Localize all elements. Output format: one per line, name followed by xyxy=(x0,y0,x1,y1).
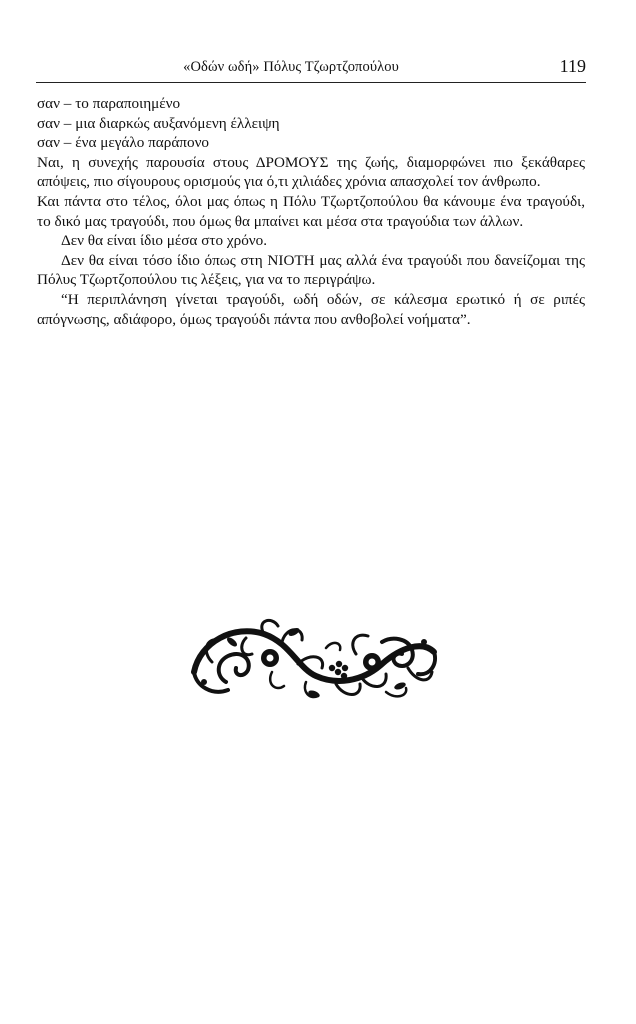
verse-line: σαν – μια διαρκώς αυξανόμενη έλλειψη xyxy=(37,114,280,132)
verse-line: σαν – το παραποιημένο xyxy=(37,95,181,112)
paragraph: Ναι, η συνεχής παρουσία στους ΔΡΟΜΟΥΣ της ζωής, διαμορφώνει πιο ξεκάθαρες απόψεις, πιο σίγουρους ορισμούς για ό,τι χιλιάδες χρόνια απασχολεί τον άνθρωπο. xyxy=(37,153,585,191)
paragraph: Δεν θα είναι τόσο ίδιο όπως στη ΝΙΟΤΗ μας αλλά ένα τραγούδι που δανείζομαι της Πόλυς Τζωρτζοπούλου τις λέξεις, για να το περιγράψω. xyxy=(37,251,585,289)
paragraph: Δεν θα είναι ίδιο μέσα στο χρόνο. xyxy=(61,232,268,250)
floral-scroll-ornament-icon xyxy=(186,612,440,708)
body-text xyxy=(37,94,585,329)
paragraph: Και πάντα στο τέλος, όλοι μας όπως η Πόλυ Τζωρτζοπούλου θα κάνουμε ένα τραγούδι, το δικό μας τραγούδι, που όμως θα μπαίνει και μέσα στα τραγούδια των άλλων. xyxy=(37,192,585,230)
running-title: «Οδών ωδή» Πόλυς Τζωρτζοπούλου xyxy=(183,59,399,75)
verse-line: σαν – ένα μεγάλο παράπονο xyxy=(37,134,210,152)
page-number: 119 xyxy=(559,56,586,76)
paragraph: “Η περιπλάνηση γίνεται τραγούδι, ωδή οδών, σε κάλεσμα ερωτικό ή σε ριπές απόγνωσης, αδιάφορο, όμως τραγούδι πάντα που ανθοβολεί νοήματα”. xyxy=(37,290,585,328)
running-header xyxy=(36,56,586,83)
